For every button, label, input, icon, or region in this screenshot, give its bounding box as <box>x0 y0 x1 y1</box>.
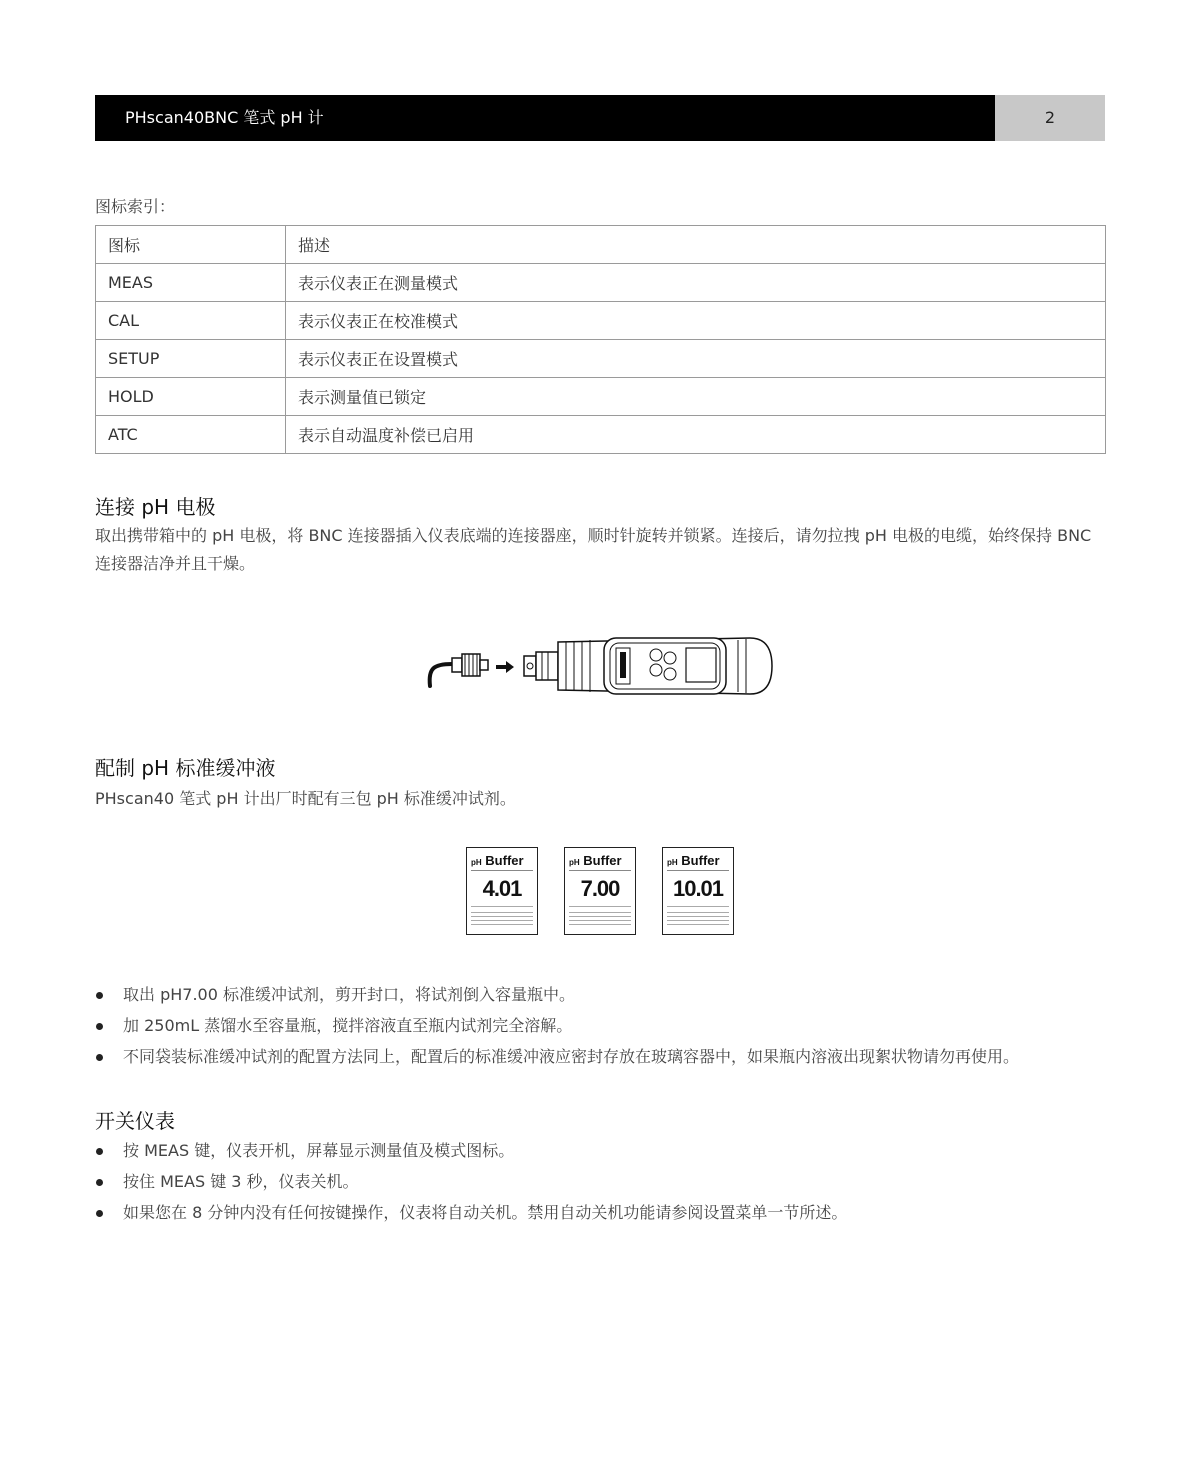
icon-cell: CAL <box>96 302 286 340</box>
buffer-value: 10.01 <box>672 876 724 901</box>
list-item: 按 MEAS 键，仪表开机，屏幕显示测量值及模式图标。 <box>95 1139 847 1170</box>
list-item: 加 250mL 蒸馏水至容量瓶，搅拌溶液直至瓶内试剂完全溶解。 <box>95 1014 1019 1045</box>
list-item: 如果您在 8 分钟内没有任何按键操作，仪表将自动关机。禁用自动关机功能请参阅设置菜单一节所述。 <box>95 1201 847 1232</box>
buffer-title: pH Buffer <box>667 853 720 868</box>
header-title: PHscan40BNC 笔式 pH 计 <box>95 95 995 141</box>
desc-cell: 表示仪表正在设置模式 <box>286 340 1106 378</box>
buffer-packet-4-01 <box>466 847 538 935</box>
desc-cell: 表示仪表正在测量模式 <box>286 264 1106 302</box>
buffer-packet-7-00 <box>564 847 636 935</box>
icon-cell: MEAS <box>96 264 286 302</box>
icon-cell: ATC <box>96 416 286 454</box>
section-heading-connect: 连接 pH 电极 <box>95 495 216 519</box>
connect-paragraph: 取出携带箱中的 pH 电极，将 BNC 连接器插入仪表底端的连接器座，顺时针旋转并锁紧。连接后，请勿拉拽 pH 电极的电缆，始终保持 BNC 连接器洁净并且干燥。 <box>95 526 1092 573</box>
table-row <box>96 416 1106 454</box>
buffer-title: pH Buffer <box>471 853 524 868</box>
list-item: 不同袋装标准缓冲试剂的配置方法同上，配置后的标准缓冲液应密封存放在玻璃容器中，如果瓶内溶液出现絮状物请勿再使用。 <box>95 1045 1019 1076</box>
desc-cell: 表示仪表正在校准模式 <box>286 302 1106 340</box>
icon-cell: HOLD <box>96 378 286 416</box>
section-heading-prepare: 配制 pH 标准缓冲液 <box>95 756 276 780</box>
table-row <box>96 378 1106 416</box>
desc-cell: 表示测量值已锁定 <box>286 378 1106 416</box>
icon-cell: SETUP <box>96 340 286 378</box>
page-number: 2 <box>995 95 1105 141</box>
buffer-title: pH Buffer <box>569 853 622 868</box>
column-header-icon: 图标 <box>96 226 286 264</box>
icon-index-caption: 图标索引： <box>95 197 176 216</box>
prepare-paragraph: PHscan40 笔式 pH 计出厂时配有三包 pH 标准缓冲试剂。 <box>95 789 516 808</box>
table-row <box>96 264 1106 302</box>
section-heading-power: 开关仪表 <box>95 1109 175 1133</box>
buffer-packet-10-01 <box>662 847 734 935</box>
power-bullet-list <box>95 1139 847 1232</box>
table-header-row <box>96 226 1106 264</box>
buffer-value: 4.01 <box>482 876 522 901</box>
bnc-connection-illustration <box>420 628 780 700</box>
column-header-desc: 描述 <box>286 226 1106 264</box>
list-item: 按住 MEAS 键 3 秒，仪表关机。 <box>95 1170 847 1201</box>
desc-cell: 表示自动温度补偿已启用 <box>286 416 1106 454</box>
table-row <box>96 340 1106 378</box>
list-item: 取出 pH7.00 标准缓冲试剂，剪开封口，将试剂倒入容量瓶中。 <box>95 983 1019 1014</box>
prepare-bullet-list <box>95 983 1019 1076</box>
page-header <box>95 95 1105 141</box>
buffer-value: 7.00 <box>580 876 620 901</box>
table-row <box>96 302 1106 340</box>
icon-index-table <box>95 225 1106 454</box>
